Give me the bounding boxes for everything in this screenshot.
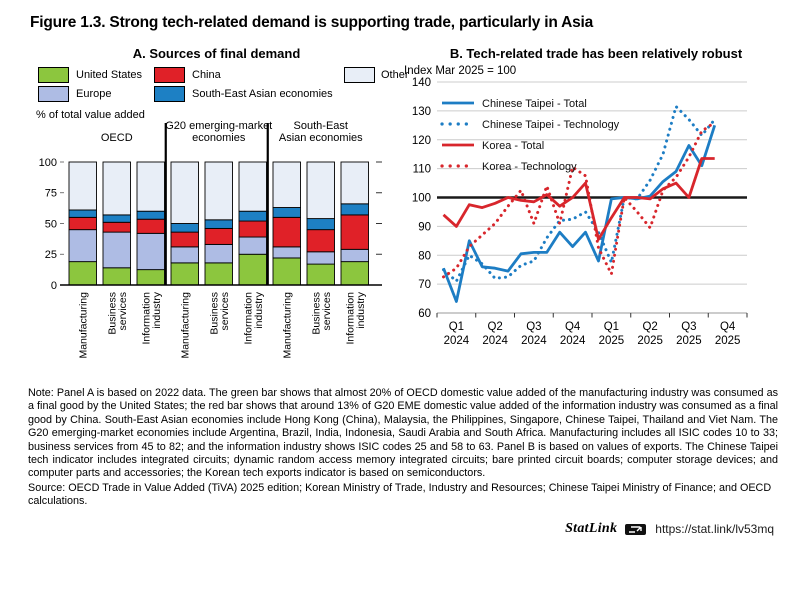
note-text: Note: Panel A is based on 2022 data. The green bar shows that almost 20% of OECD domestic value added of the manufacturing industry was consumed as a final good by the United States; the red bar shows that around 13% of G20 EME domestic value added of the information industry was consumed as a final good by China. South-East Asian economies include Hong Kong (China), Malaysia, the Philippines, Singapore, Chinese Taipei, Thailand and Viet Nam. The G20 emerging-market economies include Argentina, Brazil, India, Indonesia, Saudi Arabia and South Africa. Manufacturing includes all ISIC codes 10 to 33; business services from 45 to 82; and the information industry shows ISIC codes 25 and 58 to 63. Panel B is based on values of exports. The Chinese Taipei tech indicator includes integrated circuits; dynamic random access memory integrated circuits; bare printed circuit boards; computer storage devices; and computer parts and accessories; the Korean tech exports indicator is based on semiconductors.	[28, 387, 778, 480]
category-label: Information	[344, 292, 357, 345]
category-label: services	[320, 292, 333, 331]
group-header: OECD	[100, 132, 133, 144]
bar-segment	[171, 162, 199, 224]
category-label: Information	[242, 292, 255, 345]
legend-swatch-china	[154, 67, 185, 83]
bar-segment	[205, 228, 233, 244]
bar-segment	[341, 249, 369, 261]
legend-label: Chinese Taipei - Total	[482, 98, 587, 110]
y-tick-label: 120	[411, 134, 431, 147]
y-tick-label: 0	[50, 279, 57, 292]
bar-segment	[307, 219, 335, 230]
category-label: Business	[310, 292, 323, 335]
x-tick-quarter: Q4	[564, 321, 581, 333]
bar-segment	[103, 222, 131, 232]
panel-a-title: A. Sources of final demand	[132, 46, 301, 61]
bar-segment	[171, 224, 199, 233]
x-tick-quarter: Q3	[681, 321, 697, 333]
y-tick-label: 80	[418, 250, 431, 263]
bar-segment	[103, 232, 131, 268]
legend-swatch-other	[344, 67, 375, 83]
footer-notes	[28, 387, 778, 537]
bar-segment	[137, 270, 165, 285]
panel-b-title: B. Tech-related trade has been relatively robust	[449, 46, 743, 61]
bar-segment	[103, 215, 131, 222]
bar-segment	[69, 162, 97, 210]
bar-segment	[273, 217, 301, 247]
bar-segment	[171, 263, 199, 285]
bar-segment	[239, 211, 267, 221]
bar-segment	[103, 162, 131, 215]
legend-label: Korea - Total	[482, 140, 545, 152]
bar-segment	[137, 211, 165, 219]
x-tick-year: 2025	[676, 335, 702, 347]
y-tick-label: 75	[44, 187, 57, 200]
x-tick-year: 2025	[637, 335, 663, 347]
x-tick-year: 2024	[482, 335, 508, 347]
bar-segment	[137, 233, 165, 269]
legend-label: Chinese Taipei - Technology	[482, 119, 620, 131]
panel-a	[24, 46, 409, 379]
statlink-icon	[624, 522, 648, 536]
y-tick-label: 60	[418, 308, 431, 320]
legend-swatch-united-states	[38, 67, 69, 83]
x-tick-year: 2024	[521, 335, 547, 347]
x-tick-year: 2025	[598, 335, 625, 347]
bar-segment	[205, 263, 233, 285]
x-tick-quarter: Q2	[642, 321, 658, 333]
bar-segment	[171, 232, 199, 247]
y-tick-label: 130	[411, 105, 431, 118]
group-header: G20 emerging-market	[165, 121, 273, 132]
legend-label-south-east-asian: South-East Asian economies	[192, 88, 333, 100]
x-tick-quarter: Q2	[487, 321, 503, 333]
x-tick-quarter: Q1	[603, 321, 620, 333]
category-label: Manufacturing	[77, 292, 90, 359]
group-header: South-East	[293, 121, 348, 132]
bar-segment	[69, 230, 97, 262]
bar-segment	[273, 162, 301, 208]
legend-label-europe: Europe	[76, 88, 112, 100]
bar-segment	[307, 252, 335, 264]
x-tick-year: 2024	[443, 335, 470, 347]
category-label: industry	[354, 292, 367, 329]
panel-a-legend	[24, 65, 409, 107]
legend-label-united-states: United States	[76, 69, 143, 81]
category-label: Manufacturing	[281, 292, 294, 359]
line-chart	[398, 77, 794, 353]
bar-segment	[341, 204, 369, 215]
bar-segment	[137, 162, 165, 211]
panel-b-index-label: Index Mar 2025 = 100	[404, 65, 517, 77]
panel-a-axis-label: % of total value added	[36, 109, 145, 121]
legend-label-china: China	[192, 69, 221, 81]
bar-segment	[273, 258, 301, 285]
bar-segment	[307, 162, 335, 219]
bar-segment	[103, 268, 131, 285]
y-tick-label: 25	[44, 249, 57, 262]
x-tick-year: 2025	[714, 335, 741, 347]
category-label: services	[116, 292, 129, 331]
bar-segment	[239, 237, 267, 254]
bar-segment	[69, 217, 97, 229]
category-label: services	[218, 292, 231, 331]
x-tick-quarter: Q4	[719, 321, 736, 333]
bar-segment	[239, 221, 267, 237]
bar-segment	[341, 262, 369, 285]
x-tick-quarter: Q1	[448, 321, 465, 333]
bar-segment	[341, 215, 369, 249]
x-tick-year: 2024	[559, 335, 586, 347]
statlink-url[interactable]: https://stat.link/lv53mq	[655, 521, 774, 536]
legend-label-other: Other	[381, 69, 409, 81]
source-text: Source: OECD Trade in Value Added (TiVA) 2025 edition; Korean Ministry of Trade, Industry and Resources; Chinese Taipei Ministry of Finance; and OECD calculations.	[28, 481, 772, 508]
bar-segment	[205, 220, 233, 229]
y-tick-label: 100	[38, 156, 57, 169]
figure-title: Figure 1.3. Strong tech-related demand is supporting trade, particularly in Asia	[30, 14, 594, 31]
y-tick-label: 50	[44, 218, 57, 231]
bar-segment	[341, 162, 369, 204]
panel-b	[398, 46, 794, 353]
bar-segment	[205, 162, 233, 220]
category-label: industry	[150, 292, 163, 329]
y-tick-label: 100	[411, 192, 431, 205]
bar-segment	[273, 208, 301, 218]
category-label: Business	[106, 292, 119, 335]
bar-segment	[171, 247, 199, 263]
bar-segment	[307, 230, 335, 252]
bar-segment	[137, 219, 165, 233]
category-label: Business	[208, 292, 221, 335]
y-tick-label: 70	[418, 279, 431, 292]
bar-segment	[239, 254, 267, 285]
y-tick-label: 140	[411, 77, 431, 89]
group-header: economies	[192, 132, 246, 144]
group-header: Asian economies	[278, 132, 363, 144]
legend-label: Korea - Technology	[482, 161, 577, 173]
legend-swatch-europe	[38, 86, 69, 102]
stacked-bar-chart	[24, 121, 409, 379]
statlink-label: StatLink	[565, 520, 618, 536]
category-label: Information	[140, 292, 153, 345]
bar-segment	[239, 162, 267, 211]
category-label: industry	[252, 292, 265, 329]
bar-segment	[69, 262, 97, 285]
y-tick-label: 110	[412, 163, 431, 176]
category-label: Manufacturing	[179, 292, 192, 359]
y-tick-label: 90	[418, 221, 431, 234]
bar-segment	[273, 247, 301, 258]
bar-segment	[205, 244, 233, 262]
x-tick-quarter: Q3	[526, 321, 542, 333]
bar-segment	[69, 210, 97, 217]
statlink-row	[28, 521, 778, 537]
bar-segment	[307, 264, 335, 285]
legend-swatch-south-east-asian	[154, 86, 185, 102]
